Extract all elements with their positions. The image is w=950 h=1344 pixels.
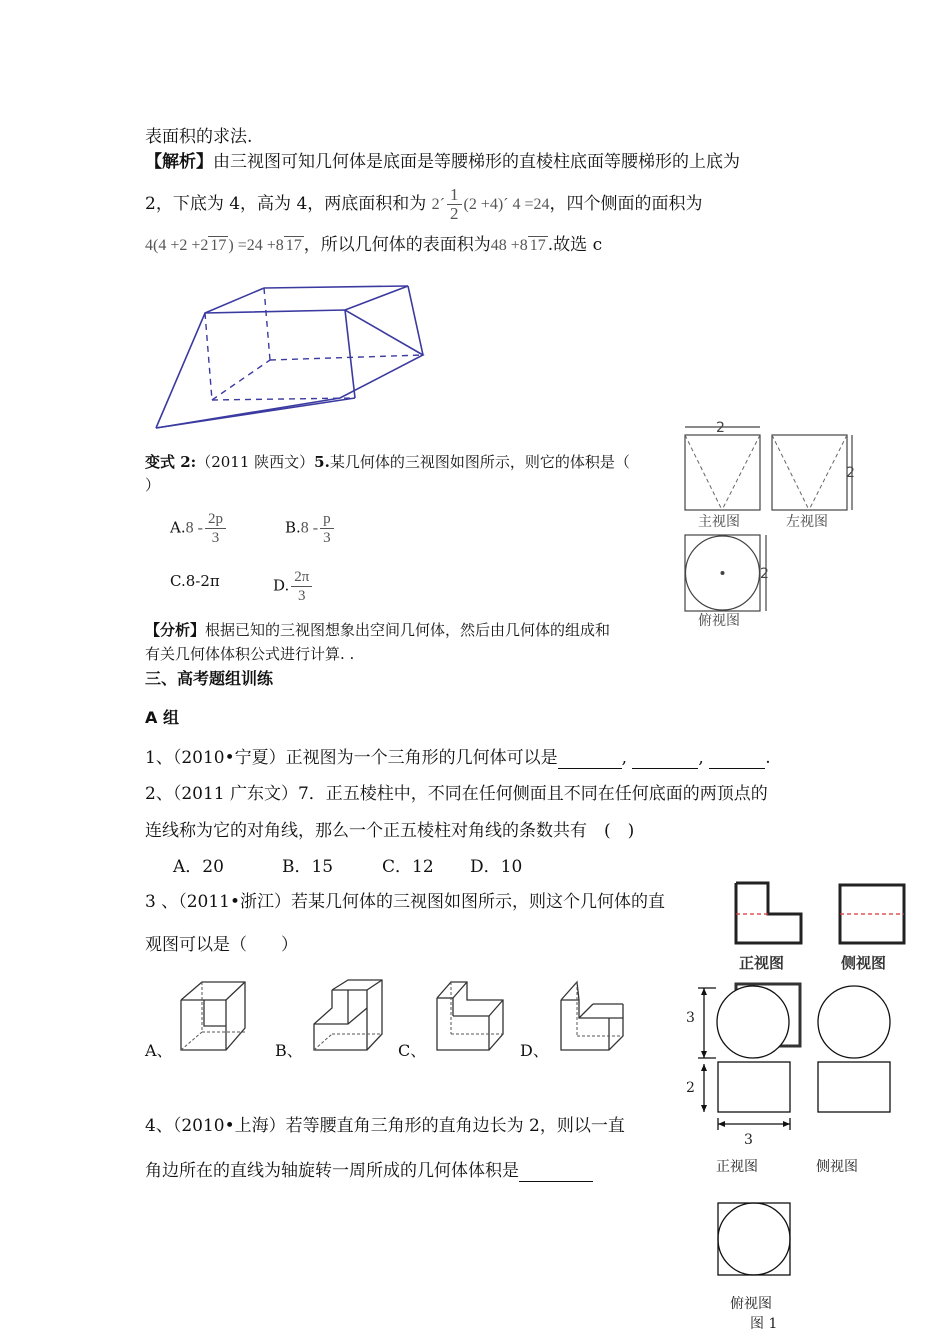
bianshi-text: 某几何体的三视图如图所示，则它的体积是（ <box>329 453 630 471</box>
q2-opt-c: C．12 <box>382 857 434 877</box>
q3-line1: 3 、（2011•浙江）若某几何体的三视图如图所示，则这个几何体的直 <box>145 892 666 912</box>
fig1-three-views <box>678 980 908 1340</box>
q1-line <box>145 747 771 769</box>
q2-opt-d: D．10 <box>470 857 523 877</box>
bianshi-close: ） <box>145 476 161 494</box>
opt-b-num: p <box>320 510 334 529</box>
fig1-caption: 图 1 <box>750 1316 778 1332</box>
opt-d-num: 2π <box>291 568 312 587</box>
fenxi-tag: 【分析】 <box>145 621 206 639</box>
jiexi-tag: 【解析】 <box>145 152 213 172</box>
q3-opt-b: B、 <box>275 1041 303 1060</box>
opt-a-math: 8 - <box>185 519 203 537</box>
solid-b <box>310 978 385 1056</box>
fig-dim-bottom: 2 <box>760 566 769 582</box>
fig-dim-top: 2 <box>716 420 725 436</box>
jiexi-frac-den: 2 <box>450 204 459 223</box>
jiexi-frac-num: 1 <box>447 186 462 205</box>
jiexi-text3b: .故选 c <box>547 235 603 255</box>
fig-top-label: 俯视图 <box>698 613 740 629</box>
q2-line1: 2、（2011 广东文）7．正五棱柱中，不同在任何侧面且不同在任何底面的两顶点的 <box>145 784 768 804</box>
bianshi-tag: 变式 2: <box>145 453 197 471</box>
jiexi-text1: 由三视图可知几何体是底面是等腰梯形的直棱柱底面等腰梯形的上底为 <box>213 152 740 172</box>
q3-opt-a: A、 <box>145 1041 173 1060</box>
jiexi-line3 <box>145 234 602 257</box>
opt-d-label: D. <box>273 576 290 595</box>
jiexi-math2a: 2´ <box>431 196 445 213</box>
q1-end: . <box>765 748 771 768</box>
fenxi-line2: 有关几何体体积公式进行计算. . <box>145 645 355 663</box>
bianshi-opt-a <box>170 510 228 547</box>
opt-a-num: 2p <box>205 510 226 529</box>
bianshi-three-views <box>676 418 866 633</box>
q3-side-label: 侧视图 <box>841 954 887 972</box>
prism-figure <box>150 280 430 430</box>
bianshi-opt-c: C.8-2π <box>170 572 220 590</box>
opt-d-frac <box>291 568 312 605</box>
fig-front-label: 主视图 <box>698 514 740 530</box>
jiexi-sqrt-b: 17 <box>285 237 302 254</box>
center-dot <box>721 571 725 575</box>
jiexi-frac <box>447 186 462 223</box>
q3-opt-d: D、 <box>520 1041 549 1060</box>
opt-a-den: 3 <box>211 530 220 546</box>
fig1-top-label: 俯视图 <box>730 1296 772 1312</box>
q3-three-views <box>733 880 913 975</box>
q2-line2: 连线称为它的对角线，那么一个正五棱柱对角线的条数共有 ( ) <box>145 821 635 841</box>
fenxi-line1 <box>145 619 610 641</box>
group-a-heading: A 组 <box>145 708 179 727</box>
jiexi-text2b: ，四个侧面的面积为 <box>549 194 703 214</box>
q1-blank-2[interactable] <box>632 752 698 769</box>
solid-c <box>433 978 505 1056</box>
opt-b-den: 3 <box>323 530 331 546</box>
opt-a-frac <box>205 510 226 547</box>
fig1-dim-3-left: 3 <box>686 1010 695 1026</box>
opt-b-label: B. <box>285 518 301 537</box>
intro-line: 表面积的求法. <box>145 127 253 147</box>
q4-line1: 4、（2010•上海）若等腰直角三角形的直角边长为 2，则以一直 <box>145 1116 625 1136</box>
q3-line2: 观图可以是（ ） <box>145 935 298 955</box>
bianshi-opt-b <box>285 510 336 547</box>
q1-text: 1、（2010•宁夏）正视图为一个三角形的几何体可以是 <box>145 748 558 768</box>
bianshi-source: （2011 陕西文） <box>196 453 315 471</box>
fig1-side-label: 侧视图 <box>816 1159 858 1175</box>
q1-sep1: , <box>621 748 628 768</box>
fig1-dim-2-left: 2 <box>686 1080 695 1096</box>
q4-line2 <box>145 1160 593 1182</box>
jiexi-math3a: 4(4 +2 +2 <box>145 237 209 254</box>
q1-blank-3[interactable] <box>709 752 765 769</box>
solid-a <box>178 978 248 1056</box>
fig1-dim-3-bottom: 3 <box>744 1132 753 1148</box>
q2-opt-b: B．15 <box>282 857 334 877</box>
jiexi-math3c: 48 +8 <box>490 237 528 254</box>
q1-blank-1[interactable] <box>558 752 622 769</box>
jiexi-sqrt-a: 17 <box>210 237 227 254</box>
jiexi-text2a: 2，下底为 4，高为 4，两底面积和为 <box>145 194 427 214</box>
q4-blank[interactable] <box>519 1165 593 1182</box>
opt-a-label: A. <box>170 518 186 537</box>
solid-d <box>557 978 627 1056</box>
opt-d-den: 3 <box>298 588 306 604</box>
opt-b-math: 8 - <box>300 519 319 537</box>
jiexi-math2b: (2 +4)´ 4 =24 <box>463 196 550 213</box>
q3-opt-c: C、 <box>398 1041 427 1060</box>
fig1-front-label: 正视图 <box>716 1159 758 1175</box>
jiexi-text3a: ，所以几何体的表面积为 <box>303 235 491 255</box>
q4-text2: 角边所在的直线为轴旋转一周所成的几何体体积是 <box>145 1161 519 1181</box>
q2-opt-a: A．20 <box>173 857 224 877</box>
bianshi-opt-d <box>273 568 314 605</box>
fenxi-text1: 根据已知的三视图想象出空间几何体，然后由几何体的组成和 <box>205 621 611 639</box>
bianshi-line <box>145 451 630 473</box>
jiexi-math3b: ) =24 +8 <box>228 237 284 254</box>
fig-left-label: 左视图 <box>786 514 828 530</box>
jiexi-line2 <box>145 186 703 223</box>
jiexi-line1 <box>145 151 740 173</box>
q3-front-label: 正视图 <box>739 954 785 972</box>
jiexi-sqrt-c: 17 <box>529 237 546 254</box>
opt-b-frac <box>320 510 334 547</box>
section-heading: 三、高考题组训练 <box>145 669 274 688</box>
bianshi-num: 5. <box>314 453 330 471</box>
q1-sep2: , <box>698 748 704 768</box>
fig-dim-side: 2 <box>846 465 855 481</box>
